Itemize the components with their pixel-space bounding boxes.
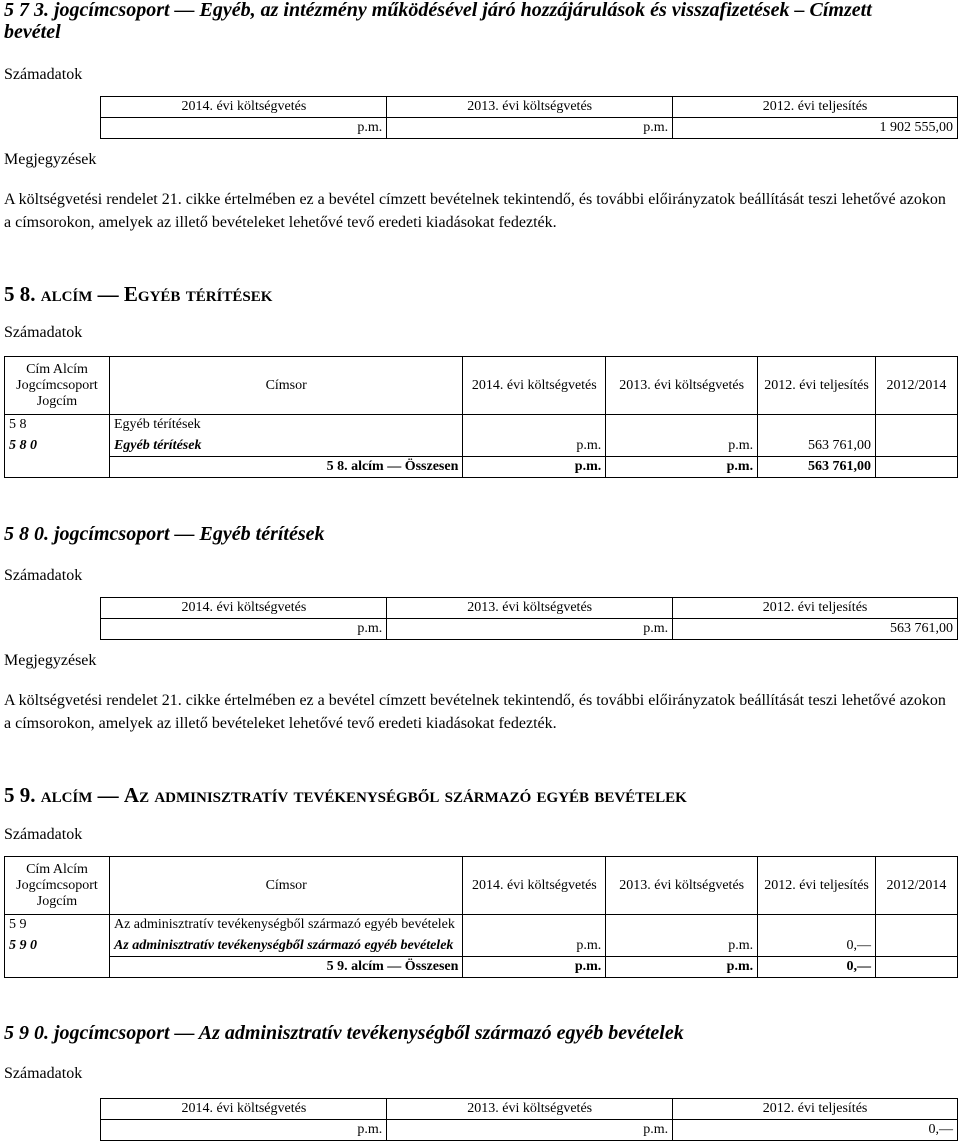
- total-v2014: p.m.: [463, 957, 606, 978]
- value-2013: p.m.: [387, 619, 673, 640]
- row-v2013: [606, 915, 758, 936]
- total-ratio: [875, 457, 957, 478]
- em-dash: —: [97, 783, 119, 807]
- row-v2014: p.m.: [463, 936, 606, 957]
- col-header-2014: 2014. évi költségvetés: [101, 598, 387, 619]
- megjegyzesek-label: Megjegyzések: [4, 151, 97, 168]
- section-number: 5 8.: [4, 282, 36, 306]
- col-header-cimsor: Címsor: [109, 857, 462, 915]
- row-name: Egyéb térítések: [109, 436, 462, 457]
- table-row: [5, 936, 958, 957]
- total-v2013: p.m.: [606, 957, 758, 978]
- section-title-59: [4, 783, 687, 807]
- row-ratio: [876, 915, 958, 936]
- col-header-2013: 2013. évi költségvetés: [387, 1099, 673, 1120]
- total-v2012: 563 761,00: [758, 457, 876, 478]
- section-title-58: [4, 282, 272, 306]
- col-header-cimsor: Címsor: [109, 357, 462, 415]
- value-2013: p.m.: [387, 118, 673, 139]
- total-v2013: p.m.: [606, 457, 758, 478]
- total-ratio: [876, 957, 958, 978]
- value-2014: p.m.: [101, 619, 387, 640]
- value-2012: 1 902 555,00: [673, 118, 958, 139]
- value-2012: 0,—: [673, 1120, 958, 1141]
- col-header-2014: 2014. évi költségvetés: [463, 357, 606, 415]
- value-2012: 563 761,00: [673, 619, 958, 640]
- budget-table-59: [4, 856, 958, 978]
- row-v2014: p.m.: [463, 436, 606, 457]
- szamadatok-label: Számadatok: [4, 66, 83, 83]
- col-header-2012: 2012. évi teljesítés: [673, 598, 958, 619]
- section-title-573: 5 7 3. jogcímcsoport — Egyéb, az intézmény működésével járó hozzájárulások és visszafizetések – Címzett: [4, 0, 872, 21]
- col-header-2012: 2012. évi teljesítés: [758, 357, 876, 415]
- row-ratio: [875, 415, 957, 436]
- megjegyzesek-label: Megjegyzések: [4, 652, 97, 669]
- row-code: 5 9 0: [5, 936, 110, 957]
- col-header-2013: 2013. évi költségvetés: [606, 857, 758, 915]
- col-header-2012: 2012. évi teljesítés: [673, 97, 958, 118]
- col-header-ratio: 2012/2014: [876, 857, 958, 915]
- col-header-2014: 2014. évi költségvetés: [101, 1099, 387, 1120]
- col-header-code: Cím Alcím Jogcímcsoport Jogcím: [5, 357, 110, 415]
- col-header-2013: 2013. évi költségvetés: [387, 97, 673, 118]
- row-v2012: 0,—: [758, 936, 876, 957]
- col-header-code: Cím Alcím Jogcímcsoport Jogcím: [5, 857, 110, 915]
- section-title-590: 5 9 0. jogcímcsoport — Az adminisztratív tevékenységből származó egyéb bevételek: [4, 1022, 684, 1044]
- row-v2012: [758, 915, 876, 936]
- figures-table-580: [4, 597, 958, 640]
- note-paragraph: A költségvetési rendelet 21. cikke értelmében ez a bevétel címzett bevételnek tekintendő, és további előirányzatok beállítását teszi lehetővé azokon a címsorokon, amelyek az illető bevételeket lehetővé tevő eredeti kiadásokat fedezték.: [4, 692, 946, 732]
- row-name: Az adminisztratív tevékenységből származó egyéb bevételek: [109, 936, 462, 957]
- alcim-word: alcím: [40, 282, 93, 306]
- figures-table-590: [4, 1098, 958, 1141]
- note-paragraph: A költségvetési rendelet 21. cikke értelmében ez a bevétel címzett bevételnek tekintendő, és további előirányzatok beállítását teszi lehetővé azokon a címsorokon, amelyek az illető bevételeket lehetővé tevő eredeti kiadásokat fedezték.: [4, 191, 946, 231]
- total-v2014: p.m.: [463, 457, 606, 478]
- row-v2013: p.m.: [606, 936, 758, 957]
- row-name: Egyéb térítések: [109, 415, 462, 436]
- row-v2013: p.m.: [606, 436, 758, 457]
- row-code: 5 9: [5, 915, 110, 936]
- row-v2012: 563 761,00: [758, 436, 876, 457]
- budget-table-58: [4, 356, 958, 478]
- value-2014: p.m.: [101, 118, 387, 139]
- total-v2012: 0,—: [758, 957, 876, 978]
- szamadatok-label: Számadatok: [4, 324, 83, 341]
- table-row: [5, 436, 958, 457]
- section-title-580: 5 8 0. jogcímcsoport — Egyéb térítések: [4, 523, 325, 545]
- alcim-word: alcím: [40, 783, 93, 807]
- row-ratio: [875, 436, 957, 457]
- row-code: 5 8 0: [5, 436, 110, 457]
- section-number: 5 9.: [4, 783, 36, 807]
- szamadatok-label: Számadatok: [4, 1065, 83, 1082]
- row-v2013: [606, 415, 758, 436]
- table-row: [5, 415, 958, 436]
- col-header-2012: 2012. évi teljesítés: [673, 1099, 958, 1120]
- total-row: [5, 957, 958, 978]
- alcim-title: Az adminisztratív tevékenységből származó egyéb bevételek: [123, 783, 687, 807]
- szamadatok-label: Számadatok: [4, 567, 83, 584]
- section-title-573-cont: bevétel: [4, 21, 61, 43]
- col-header-2014: 2014. évi költségvetés: [101, 97, 387, 118]
- table-row: [5, 915, 958, 936]
- szamadatok-label: Számadatok: [4, 826, 83, 843]
- row-code: 5 8: [5, 415, 110, 436]
- col-header-ratio: 2012/2014: [875, 357, 957, 415]
- total-label: 5 9. alcím — Összesen: [109, 957, 462, 978]
- row-ratio: [876, 936, 958, 957]
- em-dash: —: [97, 282, 119, 306]
- row-v2014: [463, 415, 606, 436]
- alcim-title: Egyéb térítések: [123, 282, 273, 306]
- total-label: 5 8. alcím — Összesen: [109, 457, 462, 478]
- value-2013: p.m.: [387, 1120, 673, 1141]
- col-header-2014: 2014. évi költségvetés: [463, 857, 606, 915]
- row-name: Az adminisztratív tevékenységből származó egyéb bevételek: [109, 915, 462, 936]
- figures-table-573: [4, 96, 958, 139]
- col-header-2012: 2012. évi teljesítés: [758, 857, 876, 915]
- row-v2012: [758, 415, 876, 436]
- total-row: [5, 457, 958, 478]
- value-2014: p.m.: [101, 1120, 387, 1141]
- col-header-2013: 2013. évi költségvetés: [606, 357, 758, 415]
- col-header-2013: 2013. évi költségvetés: [387, 598, 673, 619]
- row-v2014: [463, 915, 606, 936]
